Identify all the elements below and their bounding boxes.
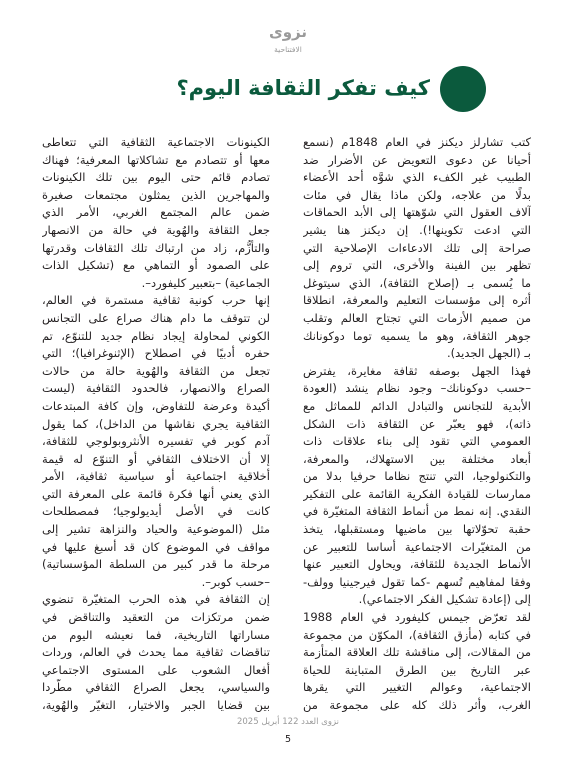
article-line: حقبة تحوّلاتها بين ماضيها ومستقبلها، يتخذ: [303, 522, 531, 537]
article-line: فهذا الجهل بوصفه ثقافة مغايرة، يفترض: [303, 363, 531, 378]
article-line: إنها حرب كونية ثقافية مستمرة في العالم،: [42, 293, 270, 308]
article-line: صراحة إلى تلك الادعاءات الإصلاحية التي: [303, 240, 531, 255]
article-line: ممارسات للقيادة الفكرية القائمة على التفكير: [303, 486, 531, 501]
article-line: مساراتها التاريخية، فما نعيشه اليوم من: [42, 627, 270, 642]
article-line: وفقا لمفاهيم تُسهم -كما تقول فيرجينيا وولف-: [303, 574, 531, 589]
article-paragraph: [303, 609, 531, 715]
article-line: آدم كوبر في تفسيره الأنثروبولوجي للثقافة،: [42, 434, 270, 449]
article-line: الكوني لمحاولة إيجاد نظام جديد للتنوّع، تم: [42, 328, 270, 343]
article-line: أفعال الشعوب على المستوى الاجتماعي: [42, 662, 270, 677]
article-line: في كتابه (مأزق الثقافة)، المكوّن من مجموعة: [303, 627, 531, 642]
article-line: تصادم قائم حتى اليوم بين تلك الكينونات: [42, 170, 270, 185]
article-line: عبر التاريخ بين الطرق المتباينة للحياة: [303, 662, 531, 677]
article-line: الذي يعني أنها فكرة قائمة على المعرفة التي: [42, 486, 270, 501]
article-line: والتكنولوجيا، التي تنتج نظاما حرفيا بدلا من: [303, 469, 531, 484]
article-paragraph: [42, 591, 270, 714]
page-number: 5: [284, 734, 292, 745]
article-line: إلى (إعادة تشكيل الفكر الاجتماعي).: [358, 592, 531, 607]
article-line: تظهر بين الفينة والأخرى، التي تروم إلى: [303, 258, 531, 273]
article-line: جعل الثقافة والهُوية في حالة من الانصهار: [42, 222, 270, 237]
article-column-2: [42, 134, 270, 715]
article-line: لن تتوقف ما دام هناك صراع على التجانس: [42, 310, 270, 325]
article-line: الطبيب غير الكفء الذي شوَّه أحد الأعضاء: [303, 170, 531, 185]
article-line: مرحلة ما قدر كبير من السلطة المؤسساتية): [42, 557, 270, 572]
article-line: بدلًا من علاجه، ولكن ماذا يقال في مئات: [303, 187, 531, 202]
article-line: والتأزُّم، زاد من ارتباك تلك الثقافات وقدرتها: [42, 240, 270, 255]
article-line: ذاته)، فهو يعبّر عن الثقافة ذات الشكل: [303, 416, 531, 431]
article-title: كيف تفكر الثقافة اليوم؟: [176, 76, 430, 100]
article-line: النقدي. إنه نمط من أنماط الثقافة المتغيّرة في: [303, 504, 531, 519]
article-line: الأنماط الجديدة للثقافة، ويحاول التعبير عنها: [303, 557, 531, 572]
article-line: والمهاجرين الذين يمثلون مجتمعات صغيرة: [42, 187, 270, 202]
section-label: الافتتاحية: [274, 45, 302, 54]
article-paragraph: [303, 363, 531, 609]
article-column-1: [303, 134, 531, 715]
article-paragraph: [42, 292, 270, 591]
article-line: –حسب كوبر–.: [201, 574, 270, 589]
article-line: ما يُسمى بـ (إصلاح الثقافة)، الذي سيتوغل: [303, 275, 531, 290]
article-line: آلاف العقول التي شوّهتها إلى الأبد الحماقات: [303, 205, 531, 220]
article-line: جوهر الثقافة، وهو ما يسميه توما دوكونانك: [303, 328, 531, 343]
article-line: والسياسي، يجعل الصراع الثقافي مطّردا: [42, 680, 270, 695]
article-line: الكينونات الاجتماعية الثقافية التي تتعاطى: [42, 135, 270, 149]
article-line: ضمن عالم المجتمع الغربي، الأمر الذي: [42, 205, 270, 220]
article-line: تجعل من الثقافة والهُوية حالة من حالات: [42, 363, 270, 378]
article-line: –حسب دوكونانك– وجود نظام ينشد (العودة: [303, 381, 531, 396]
article-line: كتب تشارلز ديكنز في العام 1848م (نسمع: [303, 135, 531, 149]
article-line: بـ (الجهل الجديد).: [446, 346, 531, 361]
article-line: الاجتماعية، وعوالم التغيير التي يقرها: [303, 680, 531, 695]
article-line: من المتغيّرات الاجتماعية أساسا للتعبير عن: [303, 539, 531, 554]
article-line: أحيانا عن دعوى التعويض عن الأضرار ضد: [303, 152, 531, 167]
article-line: حفره أدبيًا في اصطلاح (الإثنوغرافيا)؛ التي: [42, 346, 270, 361]
article-line: إلا أن الاختلاف الثقافي أو التنوّع له قيمة: [42, 451, 270, 466]
article-line: لقد تعرّض جيمس كليفورد في العام 1988: [303, 610, 531, 625]
article-line: ضمن مرتكزات من التعقيد والتناقض في: [42, 610, 270, 625]
article-line: مواقف في الموضوع كان قد أسبغ عليها في: [42, 539, 270, 554]
article-line: معها أو تتصادم مع تشاكلاتها المعرفية؛ فهناك: [42, 152, 270, 167]
title-circle-ornament: [440, 66, 486, 112]
article-line: كانت في الأصل أيديولوجيا؛ فمصطلحات: [42, 504, 270, 519]
article-line: الصراع والانصهار، فالحدود الثقافية (ليست: [42, 381, 270, 396]
article-line: الثقافية يجري نقاشها من الداخل)، كما يقول: [42, 416, 270, 431]
magazine-logo: نزوى: [268, 23, 308, 41]
article-line: أكيدة وعرضة للتفاوض، وإن كافة المبتدعات: [42, 398, 270, 413]
article-paragraph: [42, 134, 270, 292]
article-line: إن الثقافة في هذه الحرب المتغيّرة تنضوي: [42, 592, 270, 607]
article-line: التي ادعت تكوينها!). إن ديكنز هنا يشير: [303, 222, 531, 237]
article-line: أثره إلى مؤسسات التعليم والمعرفة، انطلاقا: [303, 293, 531, 308]
article-line: مثل (الموضوعية والحياد والنزاهة تشير إلى: [42, 522, 270, 537]
article-line: على الصمود أو التماهي مع (تشكيل الذات: [42, 258, 270, 273]
article-line: من المقالات، إلى مناقشة تلك العلاقة المتأزمة: [303, 645, 531, 660]
article-line: تناقضات ثقافية مما يحدث في العالم، وردات: [42, 645, 270, 660]
article-line: بين قضايا الجبر والاختيار، التغيّر والهُوية،: [42, 698, 270, 712]
article-line: من صميم الأزمات التي تجتاح العالم وتقلب: [303, 310, 531, 325]
article-line: الجماعية) –بتعبير كليفورد–.: [141, 275, 270, 290]
footer-issue-line: نزوى العدد 122 أبريل 2025: [236, 717, 340, 727]
article-line: أخلاقية اجتماعية أو سياسية ثقافية، الأمر: [42, 469, 270, 484]
article-line: العمومي التي تقود إلى بناء علاقات ذات: [303, 434, 531, 449]
article-line: الغرب، وأثر ذلك كله على مجموعة من: [303, 698, 531, 712]
article-line: أبعاد مختلفة بين الاستهلاك، والمعرفة،: [303, 451, 531, 466]
article-line: الأبدية للتجانس والتبادل الدائم للمماثل مع: [303, 398, 531, 413]
article-paragraph: [303, 134, 531, 363]
